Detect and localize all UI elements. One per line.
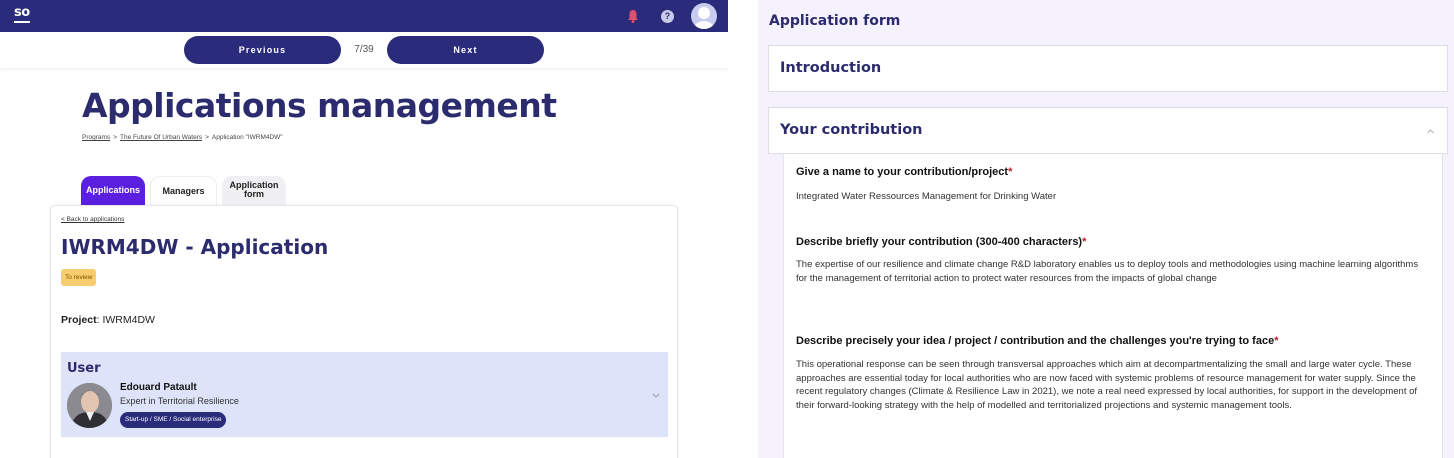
required-mark: * <box>1274 335 1279 347</box>
chevron-down-icon[interactable] <box>651 390 661 400</box>
logo-underline <box>14 21 30 23</box>
top-bar <box>0 0 728 32</box>
section-introduction[interactable] <box>768 45 1448 92</box>
breadcrumb <box>82 134 283 141</box>
user-role: Expert in Territorial Resilience <box>120 396 239 406</box>
chevron-up-icon[interactable] <box>1426 127 1435 136</box>
section-label: Introduction <box>780 60 882 76</box>
question-text: Describe briefly your contribution (300-400 characters) <box>796 236 1083 248</box>
user-photo <box>67 383 112 428</box>
breadcrumb-current: Application "IWRM4DW" <box>211 134 283 141</box>
question-answer: This operational response can be seen through transversal approaches which aim at decompartmentalizing the small and large water cycle. These approaches are essential today for local authorities who are now faced with systemic problems of resource management for water supply. Since the recent regulatory changes (Climate & Resilience Law in 2021), we note a real need expressed by local authorities, for support in the development of their forward-looking strategy with the help of modelled and territorialized projections and systemic management tools. <box>796 359 1418 411</box>
bell-icon[interactable] <box>627 9 639 23</box>
breadcrumb-separator: > <box>205 134 209 141</box>
form-title: Application form <box>769 13 901 29</box>
tab-managers[interactable]: Managers <box>150 176 217 206</box>
question-label <box>796 166 1012 178</box>
question-text: Give a name to your contribution/project <box>796 166 1009 178</box>
page-title: Applications management <box>82 86 557 125</box>
user-name: Edouard Patault <box>120 382 197 393</box>
question-text: Describe precisely your idea / project / contribution and the challenges you're trying to face <box>796 335 1275 347</box>
question-icon[interactable]: ? <box>661 10 674 23</box>
question-label <box>796 335 1278 347</box>
project-line <box>61 314 155 326</box>
required-mark: * <box>1008 166 1013 178</box>
user-avatar-icon[interactable] <box>691 3 717 29</box>
breadcrumb-separator: > <box>113 134 117 141</box>
required-mark: * <box>1082 236 1087 248</box>
contribution-content <box>783 154 1443 458</box>
application-title: IWRM4DW - Application <box>61 235 329 259</box>
next-button[interactable]: Next <box>387 36 544 64</box>
pager-bar <box>0 32 728 68</box>
back-to-applications-link[interactable]: < Back to applications <box>61 216 125 223</box>
question-answer: Integrated Water Ressources Management for Drinking Water <box>796 191 1057 202</box>
user-category-badge: Start-up / SME / Social enterprise <box>120 412 226 428</box>
question-label <box>796 236 1086 248</box>
project-value: : IWRM4DW <box>96 314 155 326</box>
tab-application-form[interactable]: Application form <box>222 176 286 206</box>
pager-counter: 7/39 <box>354 44 374 55</box>
breadcrumb-programs[interactable]: Programs <box>82 134 111 141</box>
status-badge: To review <box>61 269 96 286</box>
user-heading: User <box>67 361 101 376</box>
panel-divider <box>728 0 758 458</box>
tab-applications[interactable]: Applications <box>81 176 145 206</box>
app-logo[interactable]: so <box>14 5 30 20</box>
breadcrumb-program[interactable]: The Future Of Urban Waters <box>119 134 203 141</box>
application-form-panel <box>758 0 1454 458</box>
application-card <box>50 205 678 458</box>
section-your-contribution[interactable] <box>768 107 1448 154</box>
question-answer: The expertise of our resilience and climate change R&D laboratory enables us to deploy tools and methodologies using machine learning algorithms for the management of territorial action to protect water resources from the impacts of global change <box>796 259 1419 284</box>
previous-button[interactable]: Previous <box>184 36 341 64</box>
user-section[interactable] <box>61 352 668 437</box>
section-label: Your contribution <box>780 122 923 138</box>
project-label: Project <box>61 314 97 326</box>
